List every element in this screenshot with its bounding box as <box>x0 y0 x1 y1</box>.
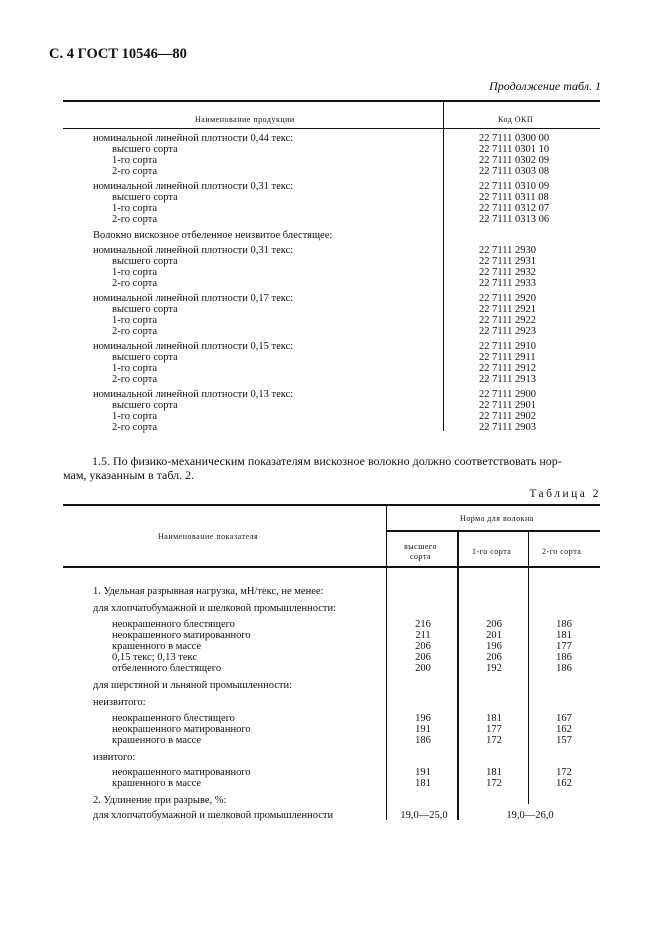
table2-norm-rule <box>387 530 600 532</box>
table2-row-subheading: неизвитого: <box>93 697 146 708</box>
table1-code: 22 7111 2922 <box>479 315 536 326</box>
table2-row-label: для хлопчатобумажной и шелковой промышленности <box>93 810 334 821</box>
table1-code: 22 7111 2930 <box>479 245 536 256</box>
table1-code: 22 7111 0310 09 <box>479 181 550 192</box>
table1-group-title: номинальной линейной плотности 0,15 текс: <box>93 341 294 352</box>
table1-group-title: номинальной линейной плотности 0,31 текс: <box>93 245 294 256</box>
table1-row-label: высшего сорта <box>112 400 178 411</box>
table1-code: 22 7111 0313 06 <box>479 214 550 225</box>
table-continuation-label: Продолжение табл. 1 <box>489 79 601 93</box>
table2-header-name: Наименование показателя <box>158 532 259 541</box>
table2-value: 181 <box>415 778 431 789</box>
table1-row-label: 1-го сорта <box>112 363 158 374</box>
table2-row-label: крашенного в массе <box>112 735 202 746</box>
table2-value: 177 <box>556 641 572 652</box>
table2-top-rule <box>63 504 600 506</box>
table1-row-label: 1-го сорта <box>112 411 158 422</box>
table2-divider-name <box>386 504 387 820</box>
table1-code: 22 7111 0303 08 <box>479 166 550 177</box>
table1-row-label: высшего сорта <box>112 304 178 315</box>
table1-row-label: высшего сорта <box>112 352 178 363</box>
table1-group-title: номинальной линейной плотности 0,17 текс: <box>93 293 294 304</box>
table1-code: 22 7111 0302 09 <box>479 155 550 166</box>
table2-value: 19,0—26,0 <box>506 810 554 821</box>
table1-header-rule <box>63 128 600 129</box>
table1-row-label: высшего сорта <box>112 256 178 267</box>
table1-top-rule <box>63 100 600 102</box>
table1-row-label: 2-го сорта <box>112 326 158 337</box>
table2-value: 196 <box>415 713 431 724</box>
table2-divider-grade1 <box>457 530 459 820</box>
table2-value: 200 <box>415 663 431 674</box>
table1-code: 22 7111 2900 <box>479 389 536 400</box>
table2-header-grade-1: 1-го сорта <box>472 547 512 556</box>
table2-value: 172 <box>486 735 502 746</box>
table1-code: 22 7111 2921 <box>479 304 536 315</box>
table1-code: 22 7111 0301 10 <box>479 144 550 155</box>
table2-value: 172 <box>486 778 502 789</box>
table1-row-label: 2-го сорта <box>112 374 158 385</box>
table2-header-grade-2: 2-го сорта <box>542 547 582 556</box>
table2-value: 162 <box>556 724 572 735</box>
table1-row-label: 2-го сорта <box>112 166 158 177</box>
table2-value: 206 <box>486 652 502 663</box>
table2-header-grade-top-line2: сорта <box>410 552 432 561</box>
table2-value: 206 <box>486 619 502 630</box>
table2-row-subheading: для шерстяной и льняной промышленности: <box>93 680 293 691</box>
table2-value: 211 <box>415 630 431 641</box>
table1-code: 22 7111 2923 <box>479 326 536 337</box>
table1-code: 22 7111 2932 <box>479 267 536 278</box>
table2-value: 186 <box>556 652 572 663</box>
table1-row-label: 1-го сорта <box>112 203 158 214</box>
table2-value: 181 <box>486 767 502 778</box>
table1-group-title: номинальной линейной плотности 0,44 текс: <box>93 133 294 144</box>
table2-value: 19,0—25,0 <box>400 810 448 821</box>
table2-value: 201 <box>486 630 502 641</box>
table2-value: 192 <box>486 663 502 674</box>
table2-header-rule <box>63 566 600 568</box>
table1-header-code: Код ОКП <box>498 115 534 124</box>
table2-value: 186 <box>556 619 572 630</box>
table2-value: 191 <box>415 767 431 778</box>
page-header: С. 4 ГОСТ 10546—80 <box>49 46 187 62</box>
table2-header-norm: Норма для волокна <box>460 514 534 523</box>
table1-group-title: номинальной линейной плотности 0,13 текс: <box>93 389 294 400</box>
table2-row-label: крашенного в массе <box>112 778 202 789</box>
table2-row-heading: 1. Удельная разрывная нагрузка, мН/текс, не менее: <box>93 586 324 597</box>
table2-value: 206 <box>415 641 431 652</box>
table2-row-subheading: извитого: <box>93 752 136 763</box>
table2-value: 196 <box>486 641 502 652</box>
table1-group-title: номинальной линейной плотности 0,31 текс: <box>93 181 294 192</box>
table2-value: 181 <box>486 713 502 724</box>
table1-section-title: Волокно вискозное отбеленное неизвитое блестящее: <box>93 230 333 241</box>
table2-value: 181 <box>556 630 572 641</box>
table2-value: 206 <box>415 652 431 663</box>
table2-value: 177 <box>486 724 502 735</box>
table1-header-name: Наименование продукции <box>195 115 295 124</box>
table1-code: 22 7111 0312 07 <box>479 203 550 214</box>
table2-label: Таблица 2 <box>529 488 601 500</box>
table2-value: 216 <box>415 619 431 630</box>
table1-column-divider <box>443 100 444 431</box>
table2-row-label: крашенного в массе <box>112 641 202 652</box>
table1-row-label: высшего сорта <box>112 192 178 203</box>
table1-code: 22 7111 2912 <box>479 363 536 374</box>
table1-code: 22 7111 0311 08 <box>479 192 549 203</box>
table1-code: 22 7111 2913 <box>479 374 536 385</box>
table2-row-label: неокрашенного матированного <box>112 630 251 641</box>
table2-row-label: неокрашенного матированного <box>112 724 251 735</box>
table2-row-label: неокрашенного блестящего <box>112 713 235 724</box>
table1-code: 22 7111 2920 <box>479 293 536 304</box>
table2-row-label: неокрашенного блестящего <box>112 619 235 630</box>
table1-code: 22 7111 2903 <box>479 422 536 433</box>
table2-header-grade-top-line1: высшего <box>404 542 437 551</box>
table1-row-label: 1-го сорта <box>112 155 158 166</box>
table1-row-label: 2-го сорта <box>112 214 158 225</box>
table2-value: 162 <box>556 778 572 789</box>
table1-code: 22 7111 2911 <box>479 352 536 363</box>
table1-row-label: 1-го сорта <box>112 315 158 326</box>
table1-code: 22 7111 2931 <box>479 256 536 267</box>
table1-code: 22 7111 2902 <box>479 411 536 422</box>
table1-row-label: 2-го сорта <box>112 278 158 289</box>
table1-code: 22 7111 2933 <box>479 278 536 289</box>
table2-value: 186 <box>556 663 572 674</box>
table1-row-label: 1-го сорта <box>112 267 158 278</box>
paragraph-line-2: мам, указанным в табл. 2. <box>63 468 195 482</box>
table2-value: 191 <box>415 724 431 735</box>
table1-row-label: высшего сорта <box>112 144 178 155</box>
table2-row-label: отбеленного блестящего <box>112 663 222 674</box>
table2-value: 172 <box>556 767 572 778</box>
table2-value: 157 <box>556 735 572 746</box>
table2-value: 167 <box>556 713 572 724</box>
table2-value: 186 <box>415 735 431 746</box>
table1-code: 22 7111 0300 00 <box>479 133 550 144</box>
table2-row-subheading: для хлопчатобумажной и шелковой промышленности: <box>93 603 336 614</box>
table2-row-heading: 2. Удлинение при разрыве, %: <box>93 795 227 806</box>
table2-divider-grade2 <box>528 530 529 804</box>
table2-row-label: неокрашенного матированного <box>112 767 251 778</box>
table1-row-label: 2-го сорта <box>112 422 158 433</box>
table2-row-label: 0,15 текс; 0,13 текс <box>112 652 198 663</box>
table1-code: 22 7111 2910 <box>479 341 536 352</box>
table1-code: 22 7111 2901 <box>479 400 536 411</box>
paragraph-line-1: 1.5. По физико-механическим показателям вискозное волокно должно соответствовать нор- <box>92 454 562 468</box>
